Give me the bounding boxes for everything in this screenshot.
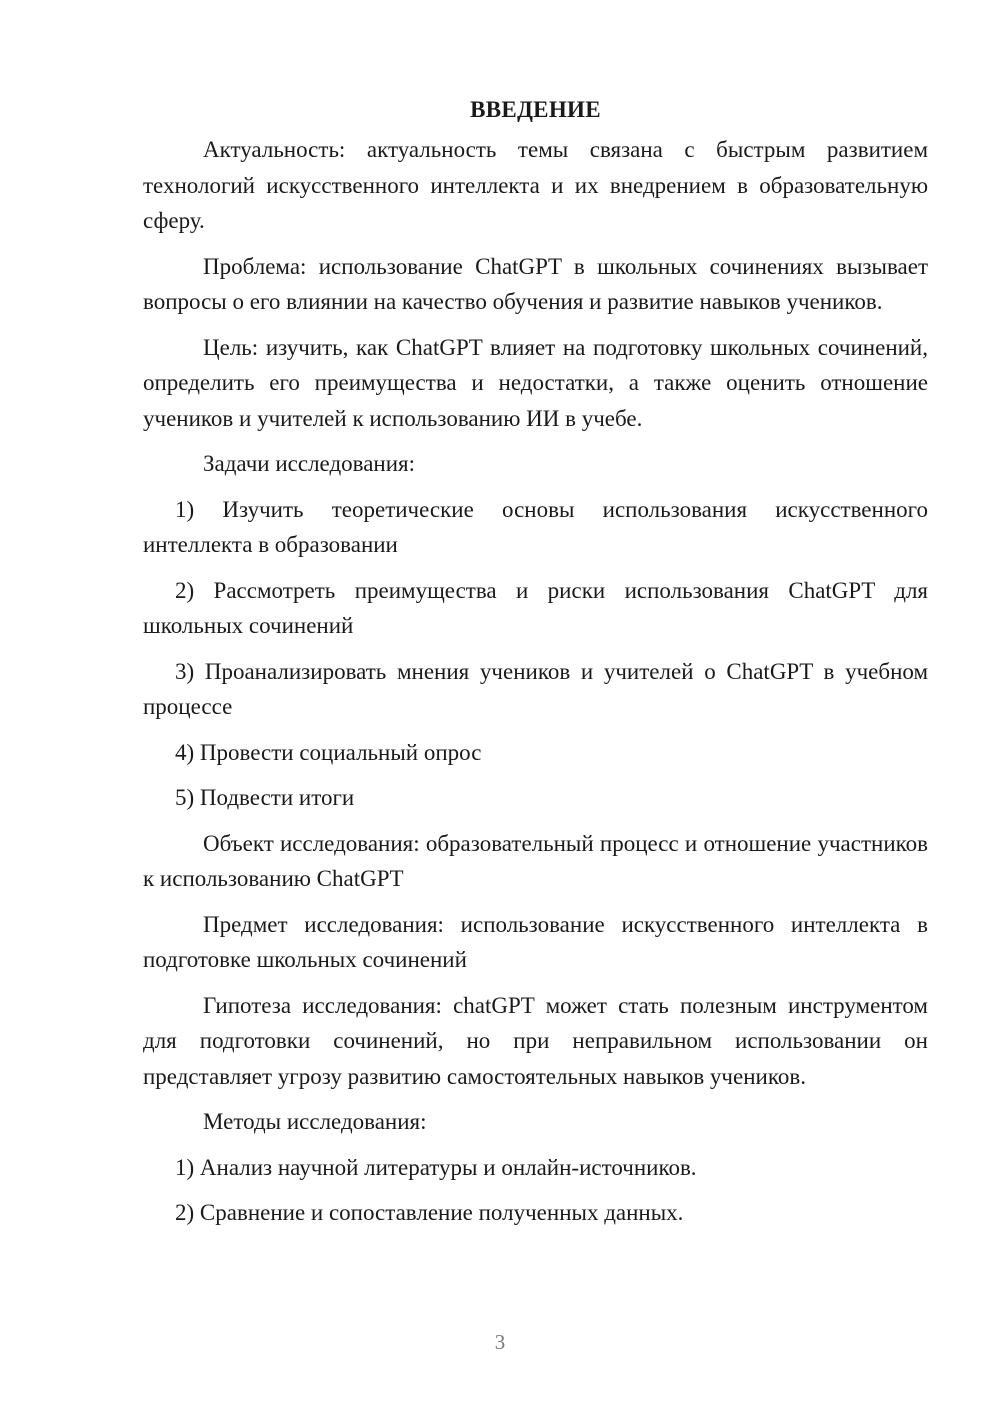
hypothesis-paragraph: Гипотеза исследования: chatGPT может стать полезным инструментом для подготовки сочинений, но при неправильном использовании он представляет угрозу развитию самостоятельных навыков учеников.: [143, 992, 928, 1089]
task-item: 4) Провести социальный опрос: [175, 739, 482, 765]
page-title: ВВЕДЕНИЕ: [470, 97, 601, 122]
relevance-paragraph: Актуальность: актуальность темы связана с быстрым развитием технологий искусственного интеллекта и их внедрением в образовательную сферу.: [143, 137, 928, 233]
problem-paragraph: Проблема: использование ChatGPT в школьных сочинениях вызывает вопросы о его влиянии на качество обучения и развитие навыков учеников.: [143, 253, 928, 314]
method-item: 2) Сравнение и сопоставление полученных данных.: [175, 1200, 684, 1225]
subject-paragraph: Предмет исследования: использование искусственного интеллекта в подготовке школьных сочинений: [143, 911, 928, 972]
goal-paragraph: Цель: изучить, как ChatGPT влияет на подготовку школьных сочинений, определить его преимущества и недостатки, а также оценить отношение учеников и учителей к использованию ИИ в учебе.: [143, 334, 928, 431]
task-item: 3) Проанализировать мнения учеников и учителей о ChatGPT в учебном процессе: [143, 658, 928, 719]
object-paragraph: Объект исследования: образовательный процесс и отношение участников к использованию ChatGPT: [143, 830, 928, 891]
method-item: 1) Анализ научной литературы и онлайн-источников.: [175, 1154, 697, 1180]
page-number: 3: [494, 1330, 506, 1354]
task-item: 5) Подвести итоги: [175, 785, 355, 810]
task-item: 2) Рассмотреть преимущества и риски использования ChatGPT для школьных сочинений: [143, 577, 928, 638]
methods-label: Методы исследования:: [203, 1109, 427, 1134]
document-page: [143, 92, 928, 1241]
task-item: 1) Изучить теоретические основы использования искусственного интеллекта в образовании: [143, 496, 928, 557]
tasks-label: Задачи исследования:: [203, 451, 416, 476]
